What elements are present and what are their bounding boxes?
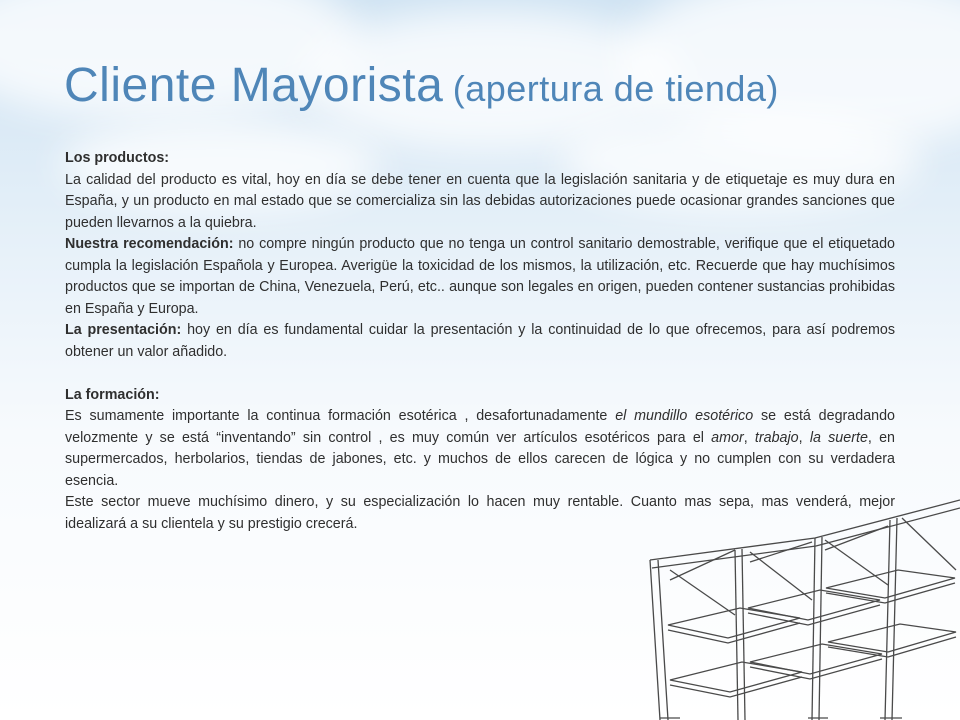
paragraph-gap [65,363,895,385]
recommendation-text: no compre ningún producto que no tenga un control sanitario demostrable, verifique que el etiquetado cumpla la legislación Española y Europea. Averigüe la toxicidad de los mismos, la utilización, etc. Recuerde que hay muchísimos productos que se importan de China, Venezuela, Perú, etc.. aunque son legales en origen, pueden contener sustancias prohibidas en España y Europa. [65,236,896,317]
title-subtitle: (apertura de tienda) [452,68,779,109]
presentation-label: La presentación: [65,322,182,338]
shelving-rack-icon [640,490,960,720]
recommendation-label: Nuestra recomendación: [65,236,234,252]
presentation-paragraph [65,320,895,363]
title-main: Cliente Mayorista [64,59,444,112]
slide-body [65,148,895,535]
formacion-paragraph: Es sumamente importante la continua formación esotérica , desafortunadamente el mundillo esotérico se está degradando velozmente y se está “inventando” sin control , es muy común ver artículos esotéricos para el amor, trabajo, la suerte, en supermercados, herbolarios, tiendas de jabones, etc. y muchos de ellos carecen de lógica y no cumplen con su verdadera esencia. [65,408,896,489]
productos-paragraph: La calidad del producto es vital, hoy en día se debe tener en cuenta que la legislación sanitaria y de etiquetaje es muy dura en España, y un producto en mal estado que se comercializa sin las debidas autorizaciones puede ocasionar grandes sanciones que pueden llevarnos a la quiebra. [65,171,895,231]
sector-paragraph: Este sector mueve muchísimo dinero, y su especialización lo hacen muy rentable. Cuanto mas sepa, mas venderá, mejor idealizará a su clientela y su prestigio crecerá. [65,494,895,532]
presentation-text: hoy en día es fundamental cuidar la presentación y la continuidad de lo que ofrecemos, para así podremos obtener un valor añadido. [65,322,895,360]
recommendation-paragraph [65,234,895,320]
productos-heading: Los productos: [65,150,170,166]
formacion-heading: La formación: [65,386,160,403]
slide-title [64,58,779,113]
